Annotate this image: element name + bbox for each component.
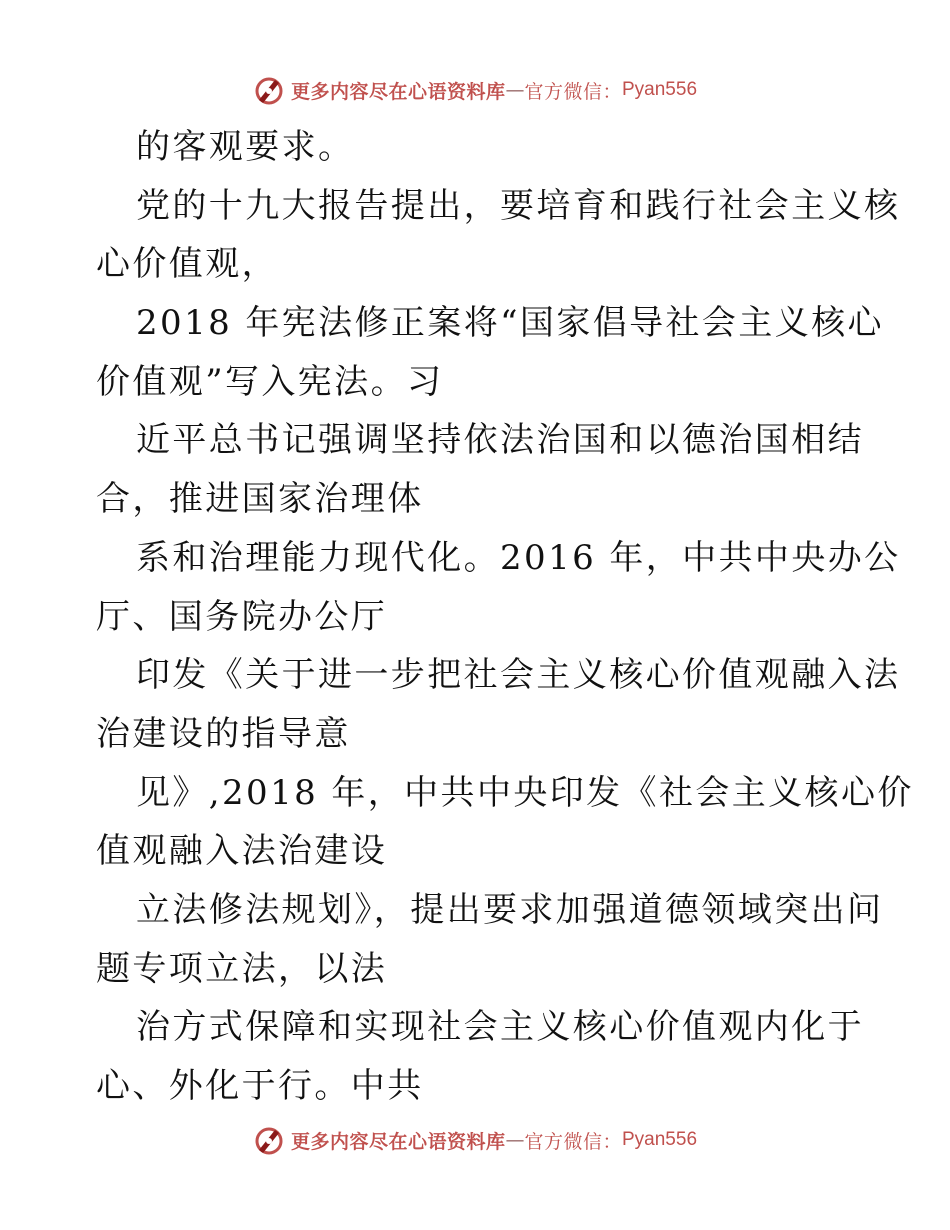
text-line: 治建设的指导意	[96, 713, 351, 754]
text-line: 近平总书记强调坚持依法治国和以德治国相结	[136, 420, 864, 461]
pen-circle-logo-icon	[253, 74, 285, 106]
text-line: 的客观要求。	[136, 127, 355, 167]
banner-wechat-label: 官方微信：	[524, 1130, 622, 1153]
header-banner	[0, 70, 950, 110]
text-line: 合，推进国家治理体	[96, 479, 424, 520]
text-line: 治方式保障和实现社会主义核心价值观内化于	[136, 1007, 864, 1048]
text-line: 心、外化于行。中共	[96, 1066, 424, 1106]
document-body	[96, 118, 914, 1116]
text-line: 厅、国务院办公厅	[96, 596, 388, 637]
text-line: 价值观”写入宪法。习	[96, 361, 444, 402]
text-line: 党的十九大报告提出，要培育和践行社会主义核	[136, 185, 901, 226]
text-line: 值观融入法治建设	[96, 831, 388, 872]
banner-wechat-id: Pyan556	[622, 1129, 698, 1150]
text-line: 心价值观，	[96, 244, 278, 285]
banner-wechat-label: 官方微信：	[524, 80, 622, 103]
text-line: 立法修法规划》，提出要求加强道德领域突出问	[136, 889, 884, 930]
text-line: 见》,2018 年，中共中央印发《社会主义核心价	[136, 772, 914, 813]
banner-wechat-id: Pyan556	[622, 79, 698, 100]
banner-title: 更多内容尽在心语资料库	[290, 1130, 506, 1153]
footer-banner	[0, 1120, 950, 1160]
pen-circle-logo-icon	[253, 1124, 285, 1156]
banner-title: 更多内容尽在心语资料库	[290, 80, 506, 103]
text-line: 印发《关于进一步把社会主义核心价值观融入法	[136, 655, 901, 696]
text-line: 题专项立法，以法	[96, 948, 388, 989]
banner-separator: —	[505, 1129, 525, 1151]
text-line: 2018 年宪法修正案将“国家倡导社会主义核心	[136, 303, 884, 344]
banner-separator: —	[505, 79, 525, 101]
text-line: 系和治理能力现代化。2016 年，中共中央办公	[136, 537, 901, 578]
